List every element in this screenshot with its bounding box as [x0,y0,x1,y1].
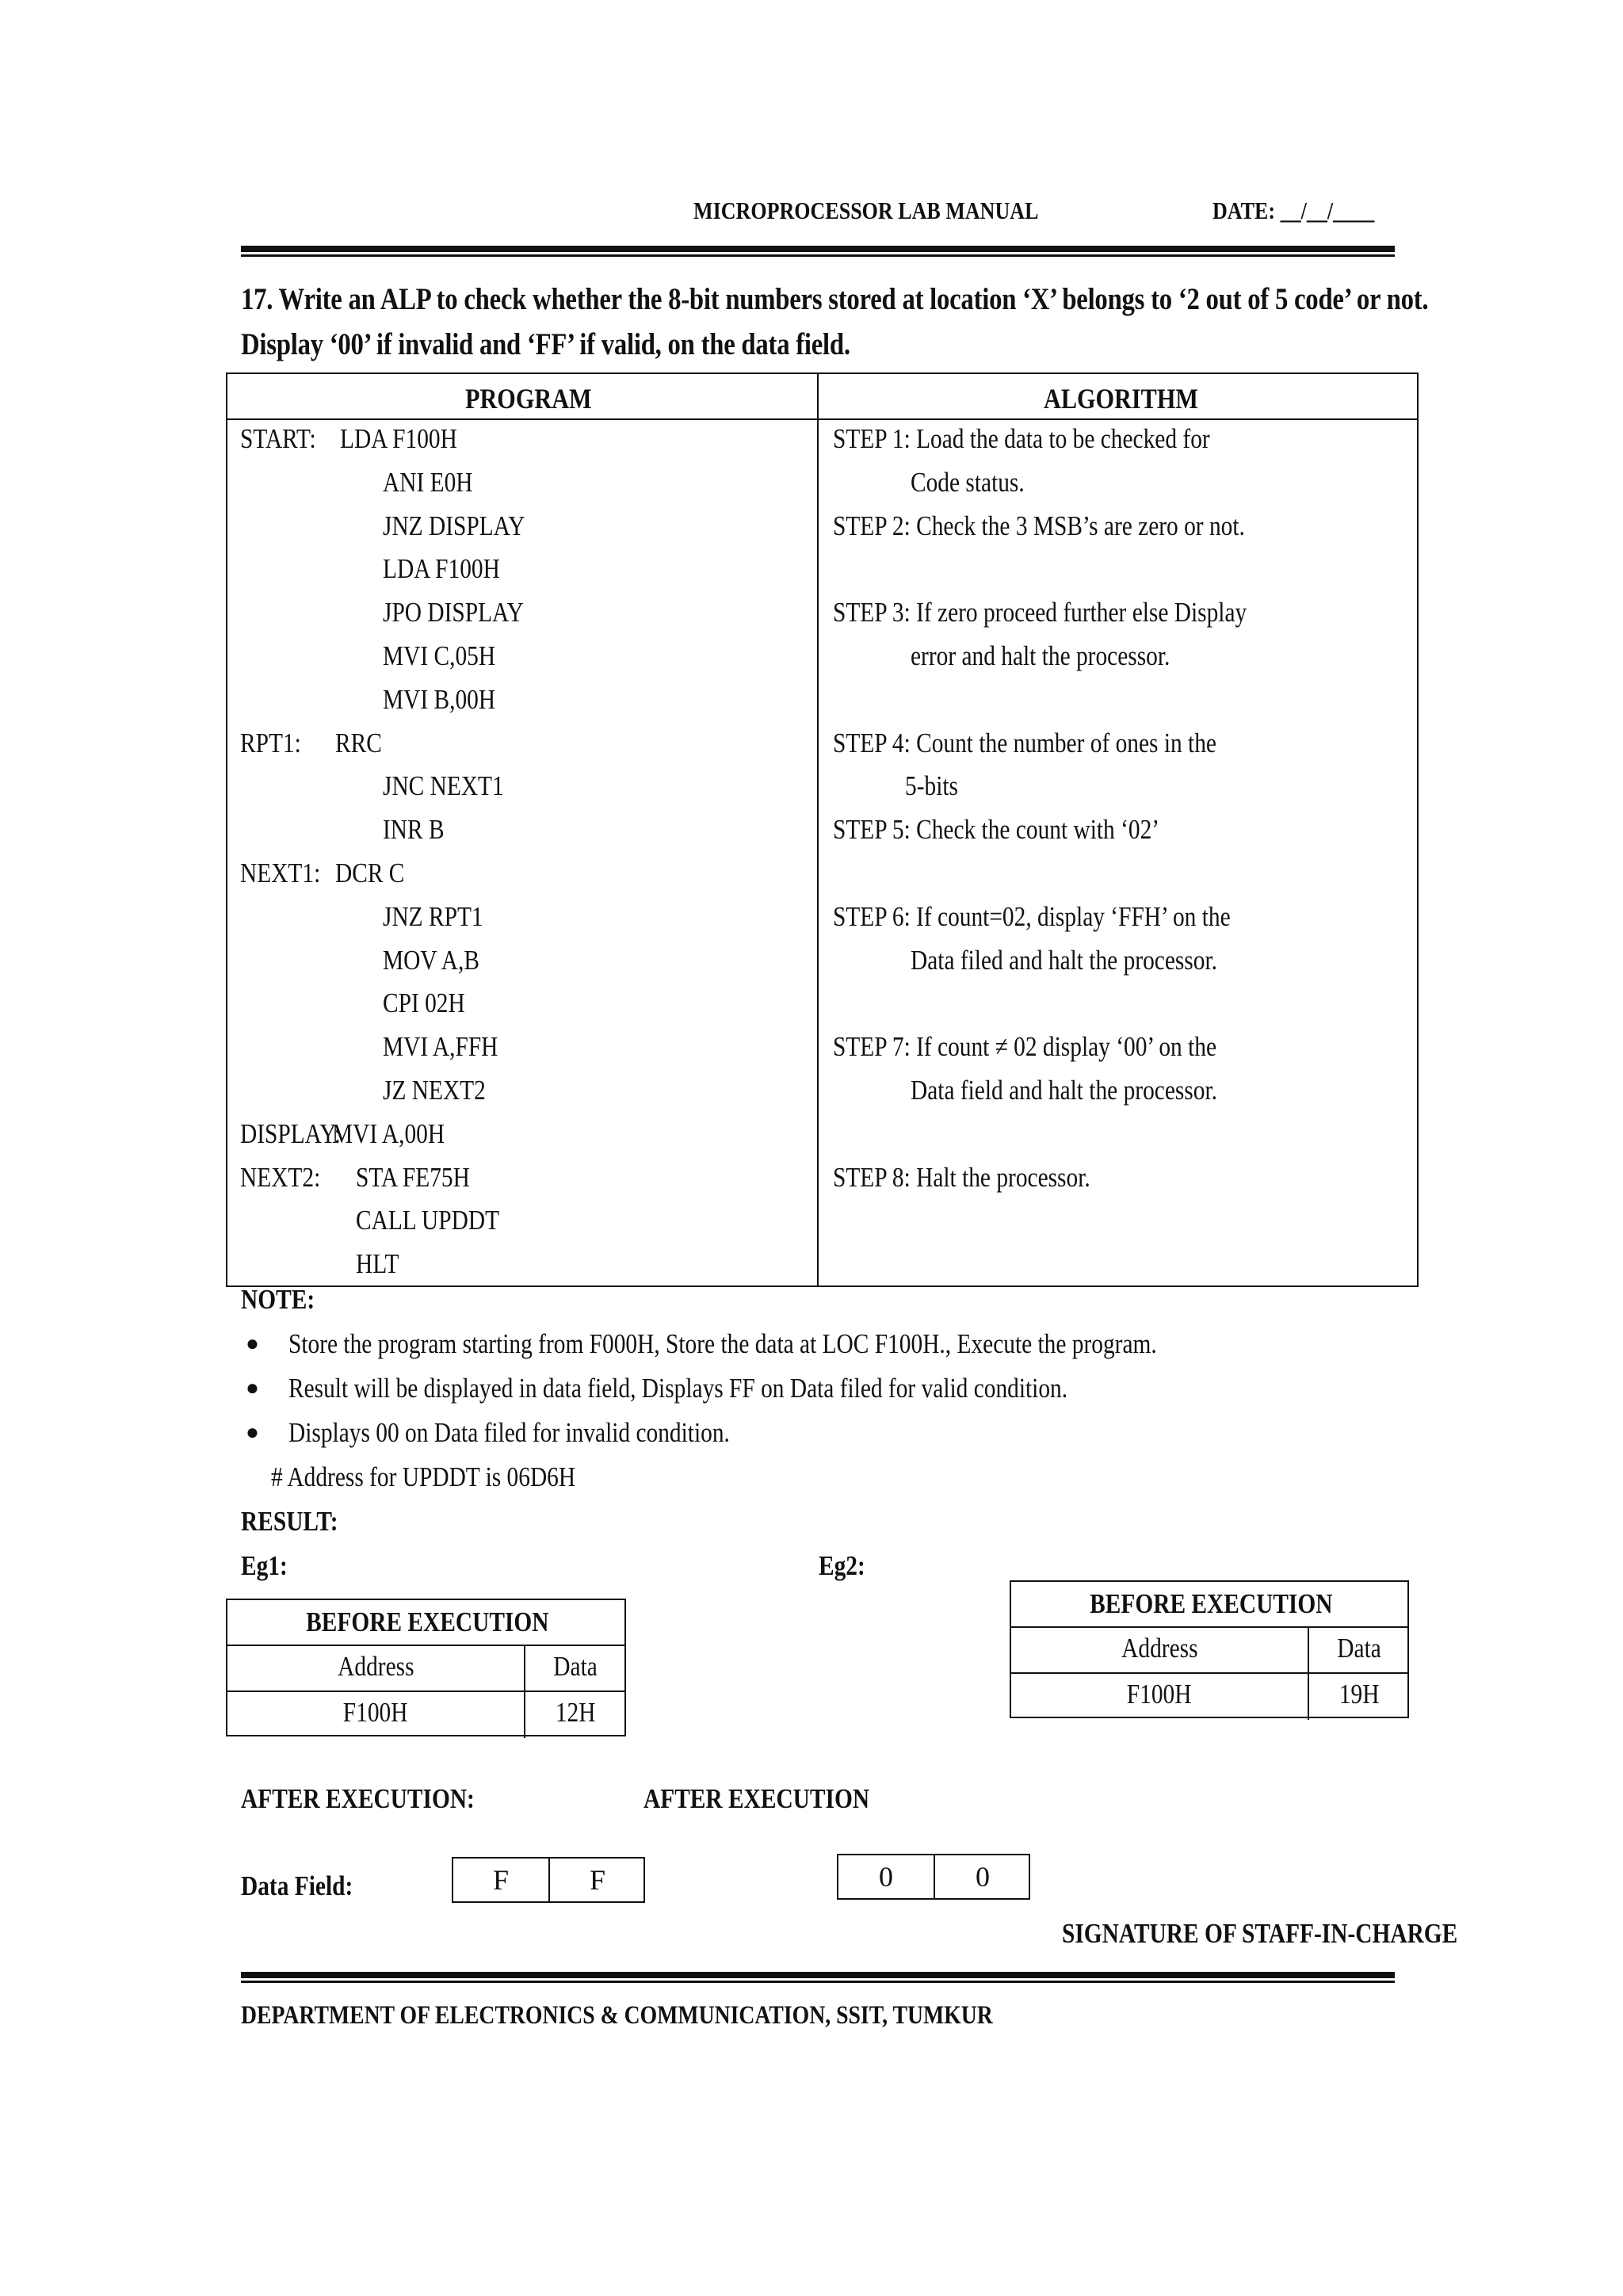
algorithm-step: STEP 2: Check the 3 MSB’s are zero or not. [833,510,1245,541]
data-field-valid-digit-2: F [589,1864,606,1896]
note-bullet-3: Displays 00 on Data filed for invalid condition. [288,1417,730,1448]
program-label: NEXT2: [240,1161,321,1193]
algorithm-step: STEP 5: Check the count with ‘02’ [833,814,1160,846]
program-label: RPT1: [240,727,301,758]
algorithm-step-continuation: Data field and halt the processor. [911,1075,1217,1106]
eg1-col-data: Data [553,1651,598,1682]
algorithm-step-continuation: Code status. [911,466,1025,498]
eg2-data: 19H [1338,1679,1380,1710]
question-line-1: 17. Write an ALP to check whether the 8-bit numbers stored at location ‘X’ belongs to ‘2 out of 5 code’ or not. [241,282,1429,316]
program-instruction: JNZ RPT1 [383,900,483,932]
signature-label: SIGNATURE OF STAFF-IN-CHARGE [1062,1918,1458,1949]
program-instruction: JZ NEXT2 [383,1075,486,1106]
program-instruction: LDA F100H [340,423,457,454]
result-heading: RESULT: [241,1506,338,1537]
program-instruction: MVI A,FFH [383,1031,498,1063]
eg2-address: F100H [1127,1679,1192,1710]
program-instruction: STA FE75H [356,1161,470,1193]
algorithm-step-continuation: Data filed and halt the processor. [911,944,1217,976]
program-instruction: ANI E0H [383,466,473,498]
program-label: DISPLAY: [240,1117,341,1149]
algorithm-step: STEP 3: If zero proceed further else Display [833,597,1247,628]
bullet-icon: ● [246,1420,259,1445]
program-instruction: CALL UPDDT [356,1205,500,1236]
header-date: DATE: __/__/____ [1212,197,1375,224]
eg1-address: F100H [343,1697,408,1728]
algorithm-step: STEP 6: If count=02, display ‘FFH’ on the [833,900,1231,932]
note-bullet-2: Result will be displayed in data field, Displays FF on Data filed for valid condition. [288,1373,1068,1404]
note-bullet-1: Store the program starting from F000H, Store the data at LOC F100H., Execute the program. [288,1328,1157,1359]
program-instruction: JPO DISPLAY [383,597,524,628]
eg1-before-execution-table [226,1599,626,1736]
program-instruction: DCR C [335,858,405,888]
after-execution-label-1: AFTER EXECUTION: [241,1783,475,1814]
program-algorithm-table [226,372,1419,1287]
program-instruction: INR B [383,814,445,846]
table-header-divider [227,418,1417,420]
program-label: NEXT1: [240,858,321,888]
program-instruction: HLT [356,1248,399,1280]
header-rule-thick [241,246,1395,252]
header-title: MICROPROCESSOR LAB MANUAL [693,197,1039,224]
eg2-before-execution-table [1010,1580,1409,1718]
eg1-label: Eg1: [241,1550,288,1581]
program-instruction: JNC NEXT1 [383,770,504,802]
bullet-icon: ● [246,1376,259,1400]
algorithm-step-continuation: 5-bits [905,770,958,802]
address-note: # Address for UPDDT is 06D6H [271,1461,576,1492]
algorithm-header: ALGORITHM [1044,383,1198,415]
data-field-valid [452,1857,645,1903]
eg2-col-data: Data [1337,1633,1381,1664]
program-instruction: MVI A,00H [332,1117,445,1149]
data-field-valid-digit-1: F [492,1864,510,1896]
question-line-2: Display ‘00’ if invalid and ‘FF’ if valid, on the data field. [241,327,850,361]
program-instruction: MOV A,B [383,944,479,976]
data-field-invalid-digit-2: 0 [976,1861,990,1893]
program-instruction: CPI 02H [383,988,465,1019]
eg2-label: Eg2: [819,1550,865,1581]
data-field-invalid-digit-1: 0 [879,1861,893,1893]
data-field-label: Data Field: [241,1870,353,1901]
header-rule-thin [241,254,1395,257]
program-instruction: MVI B,00H [383,683,496,715]
program-label: START: [240,423,316,454]
data-field-invalid [837,1854,1030,1900]
footer-rule-thick [241,1972,1395,1978]
algorithm-step-continuation: error and halt the processor. [911,640,1170,671]
eg2-title: BEFORE EXECUTION [1089,1588,1333,1619]
eg1-title: BEFORE EXECUTION [306,1606,549,1637]
program-instruction: MVI C,05H [383,640,496,671]
algorithm-step: STEP 1: Load the data to be checked for [833,423,1210,454]
note-heading: NOTE: [241,1284,315,1315]
eg1-col-address: Address [337,1651,414,1682]
algorithm-step: STEP 8: Halt the processor. [833,1161,1090,1193]
footer-department: DEPARTMENT OF ELECTRONICS & COMMUNICATION, SSIT, TUMKUR [241,2001,993,2030]
program-instruction: JNZ DISPLAY [383,510,525,541]
program-instruction: LDA F100H [383,553,500,585]
footer-rule-thin [241,1981,1395,1983]
algorithm-step: STEP 4: Count the number of ones in the [833,727,1216,758]
program-instruction: RRC [335,727,382,758]
table-column-divider [817,374,819,1286]
eg1-data: 12H [556,1697,596,1728]
bullet-icon: ● [246,1331,259,1356]
program-header: PROGRAM [465,383,592,415]
after-execution-label-2: AFTER EXECUTION [643,1783,870,1814]
eg2-col-address: Address [1121,1633,1198,1664]
algorithm-step: STEP 7: If count ≠ 02 display ‘00’ on the [833,1031,1217,1063]
